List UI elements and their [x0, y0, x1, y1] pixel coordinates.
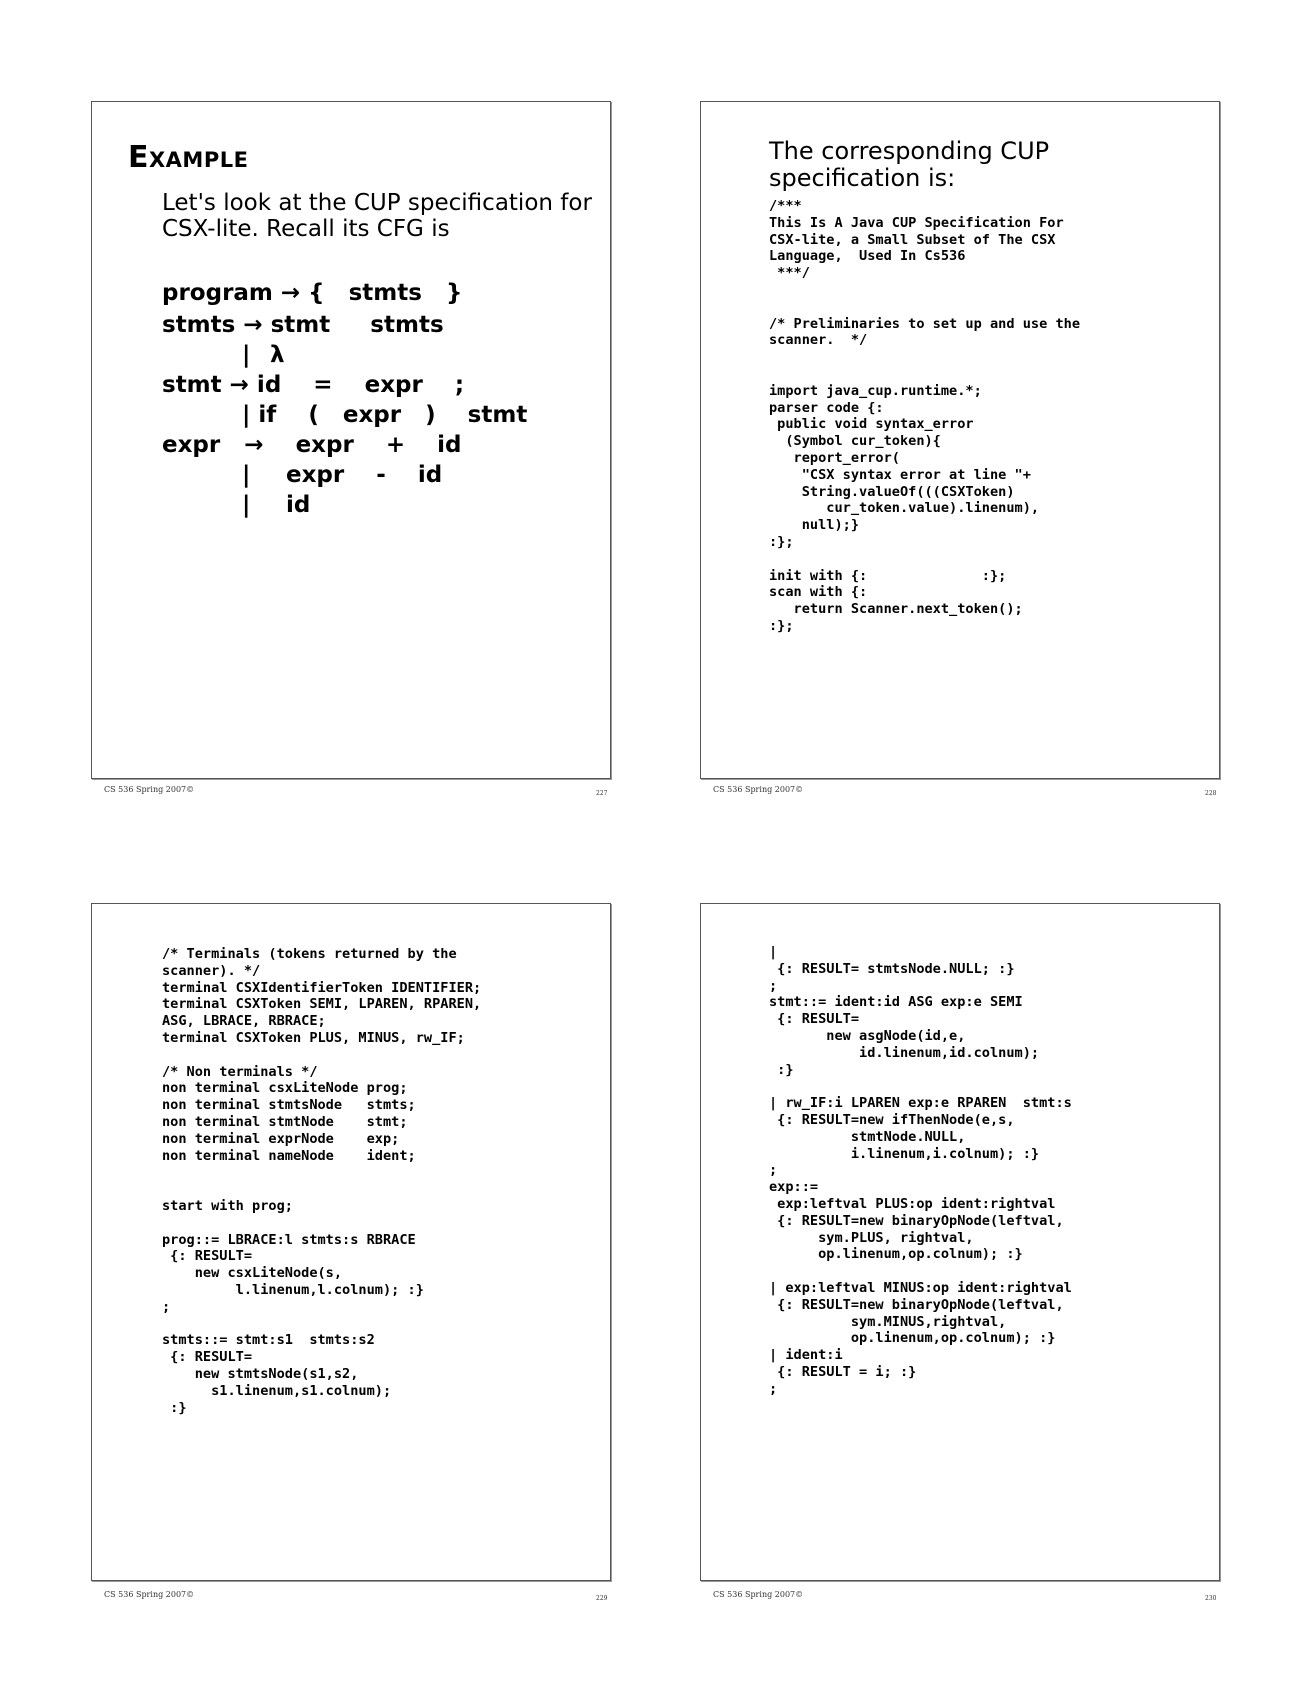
grammar-rule-lambda: λ	[270, 342, 285, 368]
slide-footer-course: CS 536 Spring 2007©	[104, 785, 195, 794]
slide-footer-course: CS 536 Spring 2007©	[713, 1590, 804, 1599]
grammar-rule-stmts: stmts → stmt stmts	[162, 312, 444, 338]
grammar-alt-bar: |	[242, 492, 251, 518]
slide-example	[91, 101, 611, 779]
slide-productions	[700, 903, 1220, 1581]
grammar-rule-stmt: stmt → id = expr ;	[162, 372, 465, 398]
slide-page-number: 230	[1205, 1595, 1217, 1602]
slide-title: Example	[128, 140, 249, 175]
code-block: | {: RESULT= stmtsNode.NULL; :} ; stmt::= ident:id ASG exp:e SEMI {: RESULT= new asgNode(id,e, id.linenum,id.colnum); :} | rw_IF:i LPAREN exp:e RPAREN stmt:s {: RESULT=new ifThenNode(e,s, stmtNode.NULL, i.linenum,i.colnum); :} ; exp::= exp:leftval PLUS:op ident:rightval {: RESULT=new binaryOpNode(leftval, sym.PLUS, rightval, op.linenum,op.colnum); :} | exp:leftval MINUS:op ident:rightval {: RESULT=new binaryOpNode(leftval, sym.MINUS,rightval, op.linenum,op.colnum); :} | ident:i {: RESULT = i; :} ;	[769, 944, 1072, 1397]
grammar-rule-program: program → { stmts }	[162, 280, 463, 306]
slide-heading: The corresponding CUP specification is:	[769, 137, 1050, 192]
grammar-rule-expr-plus: expr → expr + id	[162, 432, 462, 458]
slide-page-number: 228	[1205, 790, 1217, 797]
slide-footer-course: CS 536 Spring 2007©	[104, 1590, 195, 1599]
grammar-rule-if: | if ( expr ) stmt	[242, 402, 528, 428]
slide-footer-course: CS 536 Spring 2007©	[713, 785, 804, 794]
slide-cup-spec	[700, 101, 1220, 779]
grammar-alt-bar: |	[242, 342, 251, 368]
slide-page-number: 229	[596, 1595, 608, 1602]
grammar-rule-id: id	[286, 492, 311, 518]
grammar-alt-bar: |	[242, 462, 251, 488]
slide-page-number: 227	[596, 790, 608, 797]
code-block: /*** This Is A Java CUP Specification For CSX-lite, a Small Subset of The CSX Language, Used In Cs536 ***/ /* Preliminaries to set up and use the scanner. */ import java_cup.runtime.*; parser code {: public void syntax_error (Symbol cur_token){ report_error( "CSX syntax error at line "+ String.valueOf(((CSXToken) cur_token.value).linenum), null);} :}; init with {: :}; scan with {: return Scanner.next_token(); :};	[769, 198, 1080, 634]
slide-terminals	[91, 903, 611, 1581]
code-block: /* Terminals (tokens returned by the scanner). */ terminal CSXIdentifierToken IDENTIFIER; terminal CSXToken SEMI, LPAREN, RPAREN, ASG, LBRACE, RBRACE; terminal CSXToken PLUS, MINUS, rw_IF; /* Non terminals */ non terminal csxLiteNode prog; non terminal stmtsNode stmts; non terminal stmtNode stmt; non terminal exprNode exp; non terminal nameNode ident; start with prog; prog::= LBRACE:l stmts:s RBRACE {: RESULT= new csxLiteNode(s, l.linenum,l.colnum); :} ; stmts::= stmt:s1 stmts:s2 {: RESULT= new stmtsNode(s1,s2, s1.linenum,s1.colnum); :}	[162, 946, 482, 1416]
grammar-rule-expr-minus: expr - id	[286, 462, 443, 488]
intro-text: Let's look at the CUP specification for CSX-lite. Recall its CFG is	[162, 190, 592, 242]
